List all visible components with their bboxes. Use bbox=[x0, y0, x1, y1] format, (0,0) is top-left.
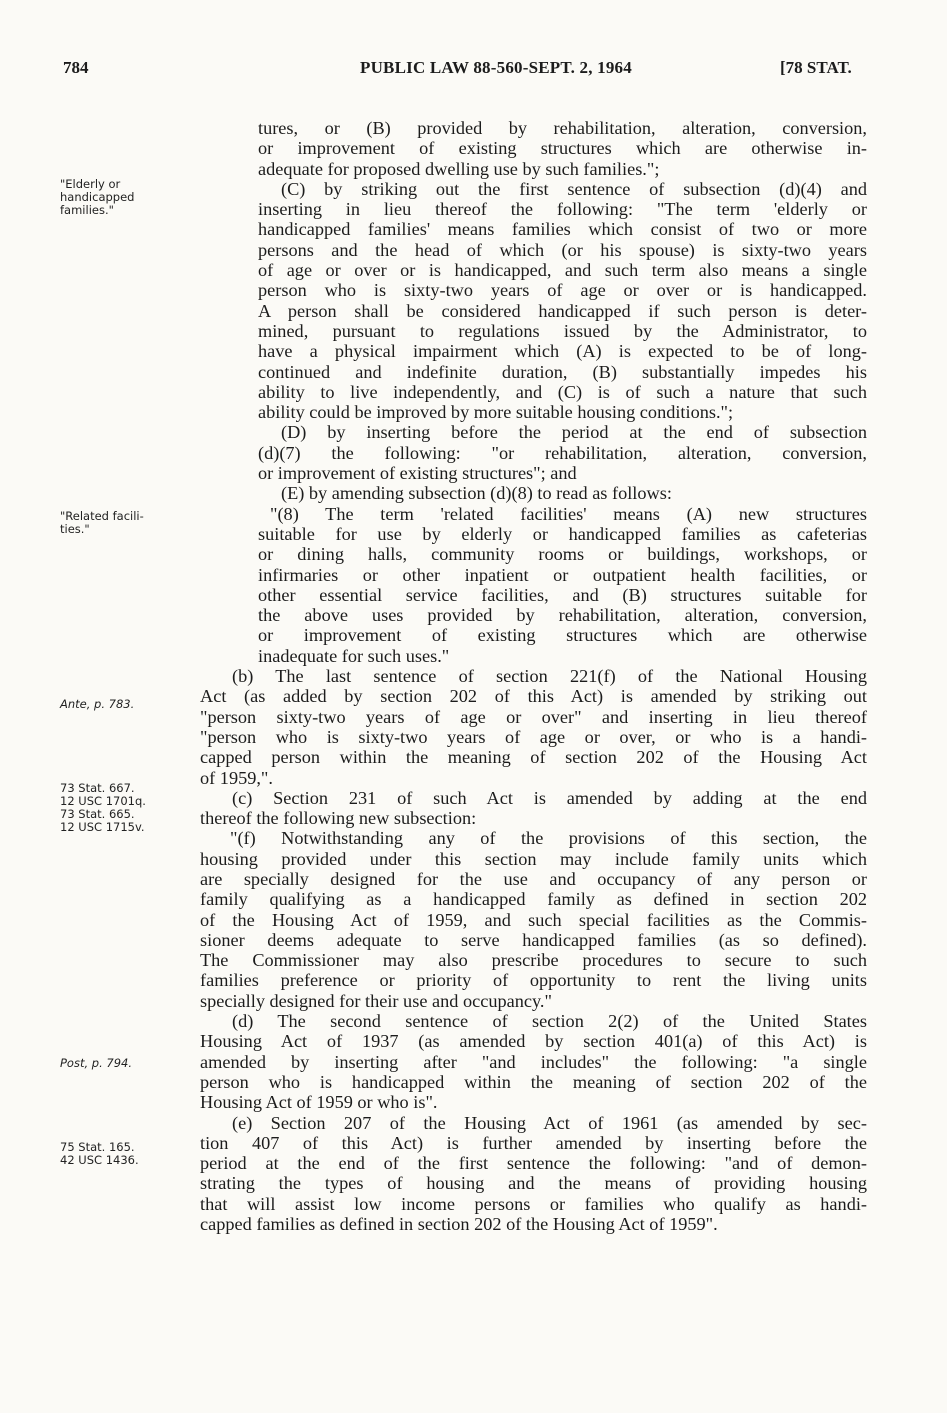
paragraph-e-section-207: (e) Section 207 of the Housing Act of 1961 (as amended by sec- tion 407 of this Act) is further amended by inserting before the period at the end of the first sentence the following: "and of demon- strating the types of housing and the means of providing housing that will assist low income persons or families who qualify as handi- capped families as defined in section 202 of the Housing Act of 1959". bbox=[200, 1112, 867, 1235]
statute-reference: [78 STAT. bbox=[780, 58, 852, 77]
paragraph-related-facilities: "(8) The term 'related facilities' means (A) new structures suitable for use by elderly or handicapped families as cafeterias or dining halls, community rooms or buildings, workshops, or infirmaries or other inpatient or outpatient health facilities, or other essential service facilities, and (B) structures suitable for the above uses provided by rehabilitation, alteration, conversion, or improvement of existing structures which are otherwise inadequate for such uses." bbox=[258, 503, 867, 666]
paragraph-c-elderly-definition: (C) by striking out the first sentence of subsection (d)(4) and inserting in lieu thereof the following: "The term 'elderly or handicapped families' means families which consist of two or more persons and the head of which (or his spouse) is sixty-two years of age or over or is handicapped, and such term also means a single person who is sixty-two years of age or over or is handicapped. A person shall be considered handicapped if such person is deter- mined, pursuant to regulations issued by the Administrator, to have a physical impairment which (A) is expected to be of long- continued and indefinite duration, (B) substantially impedes his ability to live independently, and (C) is of such a nature that such ability could be improved by more suitable housing conditions."; bbox=[258, 178, 867, 423]
paragraph-b: (b) The last sentence of section 221(f) of the National Housing Act (as added by section 202 of this Act) is amended by striking out "person sixty-two years of age or over" and inserting in lieu thereof "person who is sixty-two years of age or over, or who is a handi- capped person within the meaning of section 202 of the Housing Act of 1959,". bbox=[200, 666, 867, 788]
paragraph-c-section-231: (c) Section 231 of such Act is amended by adding at the end thereof the following new subsection: bbox=[200, 787, 867, 829]
running-title: PUBLIC LAW 88-560-SEPT. 2, 1964 bbox=[360, 58, 632, 77]
paragraph-continuation: tures, or (B) provided by rehabilitation, alteration, conversion, or improvement of existing structures which are otherwise in- adequate for proposed dwelling use by such families."; bbox=[258, 118, 867, 179]
margin-note-post: Post, p. 794. bbox=[60, 1056, 132, 1070]
paragraph-d: (D) by inserting before the period at the end of subsection (d)(7) the following: "or rehabilitation, alteration, conversion, or improvement of existing structures"; and bbox=[258, 422, 867, 484]
paragraph-f: "(f) Notwithstanding any of the provisions of this section, the housing provided under this section may include family units which are specially designed for the use and occupancy of any person or family qualifying as a handicapped family as defined in section 202 of the Housing Act of 1959, and such special facilities as the Commis- sioner deems adequate to serve handicapped families (as so defined). The Commissioner may also prescribe procedures to secure to such families preference or priority of opportunity to rent the living units specially designed for their use and occupancy." bbox=[200, 828, 867, 1011]
page-header bbox=[0, 58, 947, 88]
margin-note-stat-citations: 73 Stat. 667. 12 USC 1701q. 73 Stat. 665. 12 USC 1715v. bbox=[60, 781, 146, 834]
margin-note-elderly: "Elderly or handicapped families." bbox=[60, 177, 135, 217]
paragraph-d-second-sentence: (d) The second sentence of section 2(2) of the United States Housing Act of 1937 (as amended by section 401(a) of this Act) is amended by inserting after "and includes" the following: "a single person who is handicapped within the meaning of section 202 of the Housing Act of 1959 or who is". bbox=[200, 1011, 867, 1113]
margin-note-related-facilities: "Related facili- ties." bbox=[60, 509, 144, 536]
page-number: 784 bbox=[63, 58, 89, 77]
paragraph-e: (E) by amending subsection (d)(8) to read as follows: bbox=[281, 483, 672, 504]
margin-note-stat-165: 75 Stat. 165. 42 USC 1436. bbox=[60, 1140, 139, 1167]
body-text bbox=[200, 118, 867, 1234]
margin-note-ante: Ante, p. 783. bbox=[60, 697, 135, 711]
